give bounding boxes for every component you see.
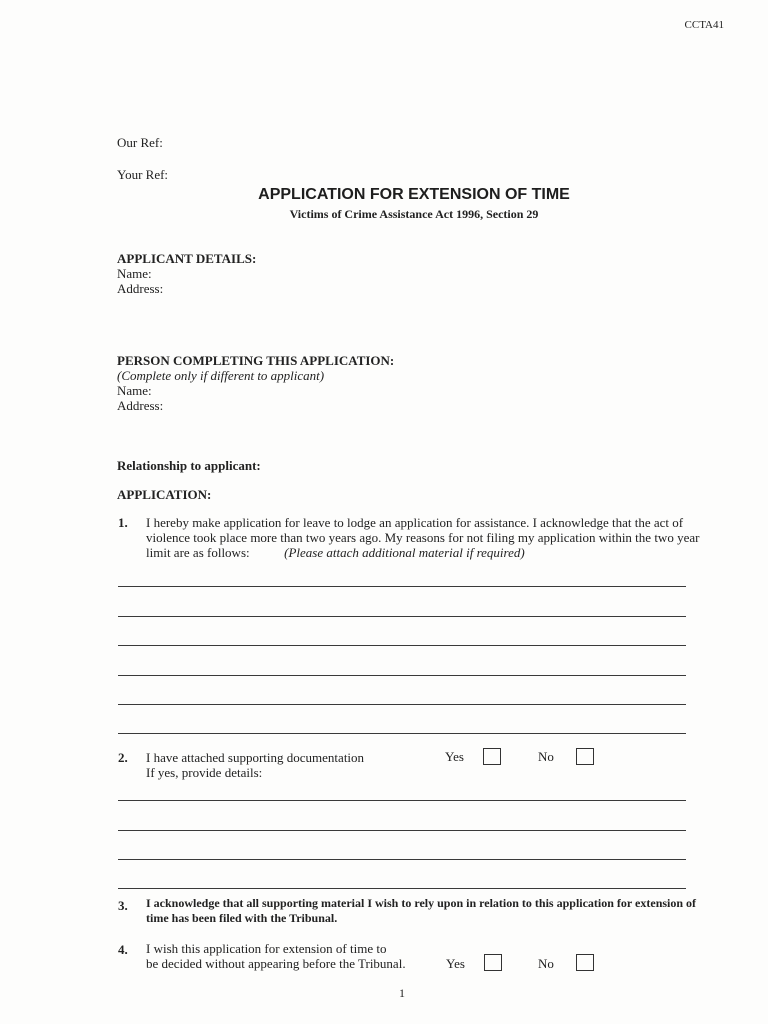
item-1-text: I hereby make application for leave to lodge an application for assistance. I acknowledge that the act of violence took place more than two years ago. My reasons for not filing my application within the two year limit are as follows:: [146, 515, 700, 560]
details-line[interactable]: [118, 830, 686, 831]
our-ref-label: Our Ref:: [117, 135, 163, 150]
form-code: CCTA41: [684, 19, 724, 31]
person-completing-note: (Complete only if different to applicant): [117, 368, 325, 383]
item-1-text-block: [146, 515, 701, 560]
your-ref-label: Your Ref:: [117, 167, 169, 182]
reasons-line[interactable]: [118, 733, 686, 734]
reasons-line[interactable]: [118, 616, 686, 617]
details-line[interactable]: [118, 800, 686, 801]
item-1-number: 1.: [118, 515, 128, 530]
item-3-number: 3.: [118, 898, 128, 913]
item-2-subtext: If yes, provide details:: [146, 765, 263, 780]
person-completing-heading: PERSON COMPLETING THIS APPLICATION:: [117, 353, 395, 368]
item-4-yes-checkbox[interactable]: [484, 954, 502, 971]
reasons-line[interactable]: [118, 704, 686, 705]
applicant-name-label: Name:: [117, 266, 152, 281]
reasons-line[interactable]: [118, 645, 686, 646]
item-2-text: I have attached supporting documentation: [146, 750, 365, 765]
item-2-no-label: No: [538, 749, 554, 764]
item-4-line-2: be decided without appearing before the Tribunal.: [146, 956, 406, 971]
item-2-number: 2.: [118, 750, 128, 765]
form-title: APPLICATION FOR EXTENSION OF TIME: [258, 186, 570, 203]
reasons-line[interactable]: [118, 586, 686, 587]
applicant-details-section: [117, 251, 256, 296]
item-3-text: I acknowledge that all supporting material I wish to rely upon in relation to this application for extension of time has been filed with the Tribunal.: [146, 896, 697, 925]
item-4-line-1: I wish this application for extension of time to: [146, 941, 387, 956]
item-4-number: 4.: [118, 942, 128, 957]
item-2-no-checkbox[interactable]: [576, 748, 594, 765]
details-line[interactable]: [118, 888, 686, 889]
item-2-yes-label: Yes: [445, 749, 464, 764]
details-line[interactable]: [118, 859, 686, 860]
relationship-label: Relationship to applicant:: [117, 458, 261, 473]
person-completing-section: [117, 353, 394, 413]
item-4-no-checkbox[interactable]: [576, 954, 594, 971]
item-4-no-label: No: [538, 956, 554, 971]
applicant-heading: APPLICANT DETAILS:: [117, 251, 257, 266]
application-heading: APPLICATION:: [117, 487, 212, 502]
person-completing-address-label: Address:: [117, 398, 164, 413]
form-subtitle: Victims of Crime Assistance Act 1996, Section 29: [289, 207, 539, 221]
item-1-note: (Please attach additional material if required): [284, 545, 525, 560]
page-number: 1: [399, 986, 405, 1000]
item-4-yes-label: Yes: [446, 956, 465, 971]
reasons-line[interactable]: [118, 675, 686, 676]
item-2-yes-checkbox[interactable]: [483, 748, 501, 765]
applicant-address-label: Address:: [117, 281, 164, 296]
person-completing-name-label: Name:: [117, 383, 152, 398]
